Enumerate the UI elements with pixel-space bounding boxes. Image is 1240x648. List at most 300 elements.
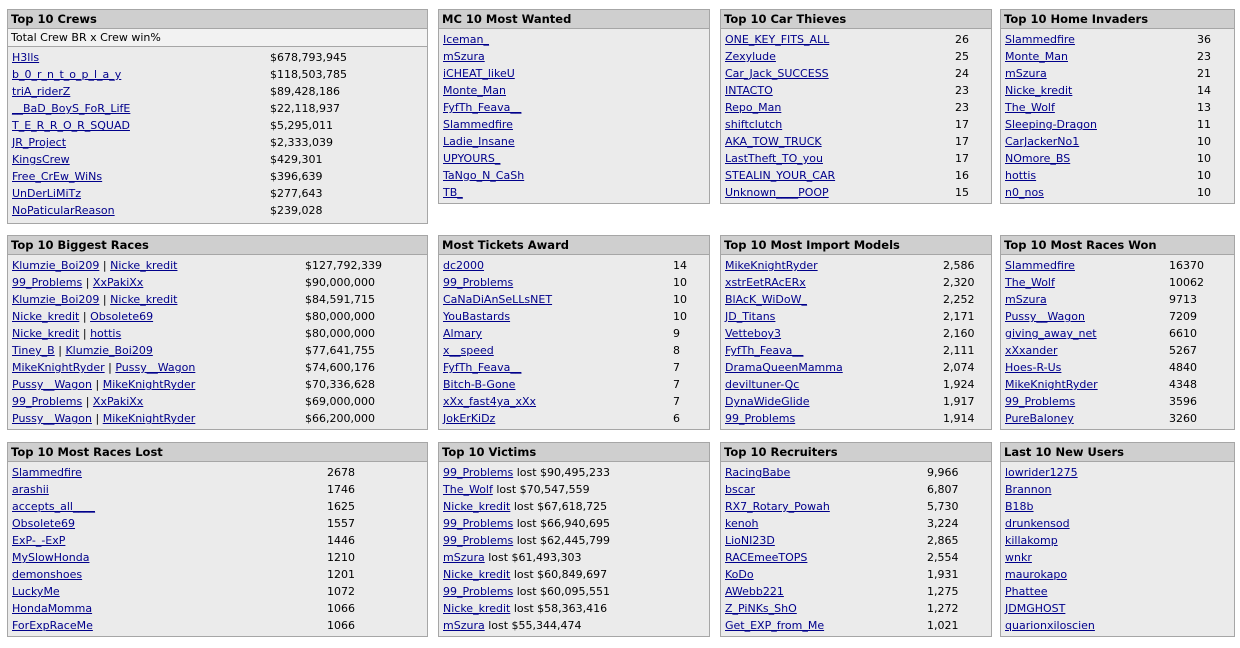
player-link[interactable]: NoPaticularReason — [12, 204, 115, 217]
player-link[interactable]: hottis — [1005, 169, 1037, 182]
player-link[interactable]: shiftclutch — [725, 118, 783, 131]
player-link[interactable]: Slammedfire — [12, 466, 82, 479]
entry-name — [12, 100, 130, 117]
player-link[interactable]: Nicke_kredit — [110, 293, 178, 306]
entry-value: 2,252 — [943, 293, 975, 306]
list-item — [721, 99, 991, 116]
entry-value: 36 — [1197, 33, 1211, 46]
separator: | — [95, 412, 100, 425]
player-link[interactable]: NOmore_BS — [1005, 152, 1071, 165]
player-link[interactable]: demonshoes — [12, 568, 83, 581]
entry-value: 16370 — [1169, 259, 1204, 272]
entry-value: 2,171 — [943, 310, 975, 323]
entry-value: 9 — [673, 327, 680, 340]
player-link[interactable]: The_Wolf — [1005, 101, 1055, 114]
player-link[interactable]: HondaMomma — [12, 602, 93, 615]
car-thieves-panel — [720, 9, 992, 204]
entry-value: 10062 — [1169, 276, 1204, 289]
entry-value: $5,295,011 — [270, 119, 333, 132]
entry-value: 4348 — [1169, 378, 1197, 391]
entry-value: 1,917 — [943, 395, 975, 408]
entry-value: 10 — [673, 293, 687, 306]
entry-name — [443, 549, 582, 566]
player-link[interactable]: x__speed — [443, 344, 494, 357]
entry-name — [1005, 257, 1075, 274]
panel-title: Most Tickets Award — [439, 236, 709, 255]
rows — [439, 29, 709, 201]
player-link[interactable]: RacingBabe — [725, 466, 791, 479]
player-link[interactable]: Sleeping-Dragon — [1005, 118, 1097, 131]
panel-title: Top 10 Victims — [439, 443, 709, 462]
list-item — [721, 481, 991, 498]
player-link[interactable]: The_Wolf — [443, 483, 493, 496]
loss-amount: lost $61,493,303 — [488, 551, 582, 564]
entry-value: 17 — [955, 135, 969, 148]
player-link[interactable]: xstrEetRAcERx — [725, 276, 806, 289]
list-item — [721, 617, 991, 634]
player-link[interactable]: ONE_KEY_FITS_ALL — [725, 33, 830, 46]
entry-value: 2,320 — [943, 276, 975, 289]
player-link[interactable]: giving_away_net — [1005, 327, 1097, 340]
entry-value: 9,966 — [927, 466, 959, 479]
player-link[interactable]: RX7_Rotary_Powah — [725, 500, 830, 513]
list-item — [1001, 99, 1234, 116]
list-item — [439, 481, 709, 498]
player-link[interactable]: MikeKnightRyder — [102, 412, 196, 425]
player-link[interactable]: n0_nos — [1005, 186, 1044, 199]
player-link[interactable]: H3lls — [12, 51, 40, 64]
list-item — [439, 167, 709, 184]
list-item — [439, 184, 709, 201]
player-link[interactable]: RACEmeeTOPS — [725, 551, 808, 564]
list-item — [721, 393, 991, 410]
player-link[interactable]: Unknown____POOP — [725, 186, 829, 199]
player-link[interactable]: mSzura — [443, 50, 485, 63]
rows — [8, 47, 427, 219]
entry-name — [12, 617, 93, 634]
player-link[interactable]: FyfTh_Feava__ — [443, 101, 522, 114]
entry-name — [12, 117, 130, 134]
player-link[interactable]: Repo_Man — [725, 101, 782, 114]
entry-value: $127,792,339 — [305, 259, 382, 272]
player-link[interactable]: ExP-_-ExP — [12, 534, 66, 547]
entry-name — [1005, 376, 1098, 393]
rows — [439, 462, 709, 634]
player-link[interactable]: JR_Project — [12, 136, 67, 149]
rows — [721, 255, 991, 427]
entry-name — [443, 274, 513, 291]
list-item — [439, 99, 709, 116]
player-link[interactable]: Slammedfire — [1005, 259, 1075, 272]
entry-value: 7 — [673, 395, 680, 408]
entry-name — [12, 308, 153, 325]
player-link[interactable]: quarionxiloscien — [1005, 619, 1095, 632]
entry-value: 6610 — [1169, 327, 1197, 340]
entry-value: 7 — [673, 378, 680, 391]
entry-name — [443, 393, 536, 410]
entry-name — [12, 66, 121, 83]
player-link[interactable]: T_E_R_R_O_R_SQUAD — [12, 119, 130, 132]
entry-name — [443, 464, 610, 481]
player-link[interactable]: B18b — [1005, 500, 1034, 513]
entry-value: $429,301 — [270, 153, 323, 166]
player-link[interactable]: Tiney_B — [12, 344, 55, 357]
list-item — [1001, 600, 1234, 617]
player-link[interactable]: triA_riderZ — [12, 85, 71, 98]
player-link[interactable]: INTACTO — [725, 84, 773, 97]
entry-value: 3,224 — [927, 517, 959, 530]
player-link[interactable]: drunkensod — [1005, 517, 1070, 530]
player-link[interactable]: Monte_Man — [443, 84, 506, 97]
player-link[interactable]: b_0_r_n_t_o_p_l_a_y — [12, 68, 122, 81]
entry-name — [12, 376, 195, 393]
entry-name — [725, 376, 799, 393]
player-link[interactable]: Nicke_kredit — [443, 500, 511, 513]
player-link[interactable]: Klumzie_Boi209 — [65, 344, 153, 357]
entry-name — [443, 532, 610, 549]
player-link[interactable]: accepts_all____ — [12, 500, 95, 513]
player-link[interactable]: kenoh — [725, 517, 759, 530]
entry-value: $80,000,000 — [305, 310, 375, 323]
separator: | — [108, 361, 112, 374]
player-link[interactable]: bscar — [725, 483, 756, 496]
list-item — [439, 549, 709, 566]
player-link[interactable]: MikeKnightRyder — [12, 361, 105, 374]
player-link[interactable]: CaNaDiAnSeLLsNET — [443, 293, 553, 306]
loss-amount: lost $60,095,551 — [516, 585, 611, 598]
player-link[interactable]: mSzura — [1005, 293, 1047, 306]
list-item — [1001, 410, 1234, 427]
player-link[interactable]: LastTheft_TO_you — [725, 152, 823, 165]
player-link[interactable]: Nicke_kredit — [443, 602, 511, 615]
list-item — [8, 66, 427, 83]
player-link[interactable]: MikeKnightRyder — [1005, 378, 1098, 391]
list-item — [8, 202, 427, 219]
player-link[interactable]: 99_Problems — [443, 534, 514, 547]
player-link[interactable]: Almary — [443, 327, 483, 340]
list-item — [439, 257, 709, 274]
player-link[interactable]: LioNI23D — [725, 534, 775, 547]
player-link[interactable]: Pussy__Wagon — [115, 361, 196, 374]
entry-value: 21 — [1197, 67, 1211, 80]
player-link[interactable]: PureBaloney — [1005, 412, 1074, 425]
entry-name — [725, 184, 829, 201]
entry-value: 7 — [673, 361, 680, 374]
player-link[interactable]: TB_ — [443, 186, 463, 199]
player-link[interactable]: Nicke_kredit — [12, 310, 80, 323]
player-link[interactable]: Phattee — [1005, 585, 1048, 598]
player-link[interactable]: Klumzie_Boi209 — [12, 259, 100, 272]
list-item — [8, 498, 427, 515]
player-link[interactable]: JDMGHOST — [1005, 602, 1066, 615]
player-link[interactable]: __BaD_BoyS_FoR_LifE — [12, 102, 131, 115]
entry-name — [443, 359, 521, 376]
list-item — [721, 150, 991, 167]
panel-subtitle: Total Crew BR x Crew win% — [8, 29, 427, 47]
player-link[interactable]: XxPakiXx — [92, 276, 144, 289]
entry-name — [12, 359, 195, 376]
entry-value: 5267 — [1169, 344, 1197, 357]
player-link[interactable]: mSzura — [443, 619, 485, 632]
player-link[interactable]: 99_Problems — [443, 466, 514, 479]
player-link[interactable]: Klumzie_Boi209 — [12, 293, 100, 306]
player-link[interactable]: iCHEAT_likeU — [443, 67, 515, 80]
list-item — [1001, 498, 1234, 515]
player-link[interactable]: 99_Problems — [443, 276, 514, 289]
entry-value: 1,931 — [927, 568, 959, 581]
list-item — [8, 308, 427, 325]
entry-name — [725, 566, 754, 583]
player-link[interactable]: The_Wolf — [1005, 276, 1055, 289]
entry-name — [12, 291, 177, 308]
entry-name — [443, 133, 515, 150]
entry-name — [443, 150, 500, 167]
player-link[interactable]: Get_EXP_from_Me — [725, 619, 825, 632]
player-link[interactable]: FyfTh_Feava__ — [725, 344, 804, 357]
rows — [1001, 29, 1234, 201]
entry-name — [725, 549, 807, 566]
player-link[interactable]: mSzura — [1005, 67, 1047, 80]
player-link[interactable]: killakomp — [1005, 534, 1058, 547]
player-link[interactable]: KingsCrew — [12, 153, 70, 166]
player-link[interactable]: FyfTh_Feava__ — [443, 361, 522, 374]
entry-name — [725, 291, 807, 308]
panel-title: Top 10 Most Import Models — [721, 236, 991, 255]
entry-name — [12, 566, 82, 583]
player-link[interactable]: 99_Problems — [12, 276, 83, 289]
player-link[interactable]: UPYOURS_ — [443, 152, 501, 165]
entry-name — [1005, 464, 1078, 481]
entry-value: $89,428,186 — [270, 85, 340, 98]
player-link[interactable]: AKA_TOW_TRUCK — [725, 135, 822, 148]
panel-title: Top 10 Crews — [8, 10, 427, 29]
player-link[interactable]: Pussy__Wagon — [12, 412, 92, 425]
player-link[interactable]: STEALIN_YOUR_CAR — [725, 169, 836, 182]
entry-name — [725, 617, 824, 634]
list-item — [8, 257, 427, 274]
entry-value: 26 — [955, 33, 969, 46]
player-link[interactable]: Car_Jack_SUCCESS — [725, 67, 829, 80]
list-item — [439, 464, 709, 481]
separator: | — [85, 395, 90, 408]
player-link[interactable]: Slammedfire — [1005, 33, 1075, 46]
entry-name — [12, 393, 143, 410]
entry-value: 2,074 — [943, 361, 975, 374]
player-link[interactable]: Ladie_Insane — [443, 135, 515, 148]
entry-name — [443, 31, 489, 48]
player-link[interactable]: JD_Titans — [725, 310, 776, 323]
player-link[interactable]: Zexylude — [725, 50, 776, 63]
player-link[interactable]: wnkr — [1005, 551, 1032, 564]
entry-name — [1005, 566, 1067, 583]
entry-name — [1005, 99, 1055, 116]
entry-name — [12, 202, 115, 219]
player-link[interactable]: Vetteboy3 — [725, 327, 782, 340]
list-item — [8, 185, 427, 202]
entry-name — [725, 515, 758, 532]
player-link[interactable]: 99_Problems — [12, 395, 83, 408]
player-link[interactable]: Pussy__Wagon — [12, 378, 92, 391]
entry-name — [443, 99, 521, 116]
player-link[interactable]: Nicke_kredit — [110, 259, 178, 272]
list-item — [721, 515, 991, 532]
player-link[interactable]: LuckyMe — [12, 585, 60, 598]
entry-value: 1201 — [327, 568, 355, 581]
player-link[interactable]: DynaWideGlide — [725, 395, 810, 408]
list-item — [8, 117, 427, 134]
player-link[interactable]: dc2000 — [443, 259, 485, 272]
list-item — [439, 133, 709, 150]
most-wanted-panel — [438, 9, 710, 204]
player-link[interactable]: 99_Problems — [443, 517, 514, 530]
entry-value: 4840 — [1169, 361, 1197, 374]
list-item — [439, 274, 709, 291]
player-link[interactable]: TaNgo_N_CaSh — [443, 169, 525, 182]
player-link[interactable]: MikeKnightRyder — [102, 378, 196, 391]
list-item — [1001, 308, 1234, 325]
player-link[interactable]: Bitch-B-Gone — [443, 378, 516, 391]
player-link[interactable]: deviltuner-Qc — [725, 378, 800, 391]
player-link[interactable]: maurokapo — [1005, 568, 1068, 581]
list-item — [8, 532, 427, 549]
list-item — [8, 100, 427, 117]
list-item — [439, 393, 709, 410]
entry-name — [725, 583, 784, 600]
list-item — [8, 291, 427, 308]
player-link[interactable]: BlAcK_WiDoW_ — [725, 293, 807, 306]
list-item — [721, 257, 991, 274]
list-item — [721, 274, 991, 291]
player-link[interactable]: MikeKnightRyder — [725, 259, 818, 272]
panel-title: Top 10 Car Thieves — [721, 10, 991, 29]
entry-name — [725, 82, 773, 99]
entry-name — [725, 167, 835, 184]
player-link[interactable]: CarJackerNo1 — [1005, 135, 1080, 148]
player-link[interactable]: 99_Problems — [1005, 395, 1076, 408]
player-link[interactable]: Obsolete69 — [12, 517, 76, 530]
entry-value: 16 — [955, 169, 969, 182]
entry-name — [1005, 617, 1095, 634]
player-link[interactable]: UnDerLiMiTz — [12, 187, 82, 200]
entry-value: 17 — [955, 152, 969, 165]
list-item — [721, 48, 991, 65]
biggest-races-panel — [7, 235, 428, 430]
list-item — [439, 359, 709, 376]
player-link[interactable]: arashii — [12, 483, 49, 496]
player-link[interactable]: MySlowHonda — [12, 551, 90, 564]
player-link[interactable]: XxPakiXx — [92, 395, 144, 408]
entry-value: 1,021 — [927, 619, 959, 632]
player-link[interactable]: KoDo — [725, 568, 754, 581]
entry-name — [1005, 515, 1070, 532]
entry-name — [1005, 150, 1070, 167]
entry-name — [443, 116, 513, 133]
list-item — [1001, 566, 1234, 583]
list-item — [439, 515, 709, 532]
entry-value: 13 — [1197, 101, 1211, 114]
entry-value: 1746 — [327, 483, 355, 496]
entry-value: 3260 — [1169, 412, 1197, 425]
player-link[interactable]: AWebb221 — [725, 585, 784, 598]
entry-name — [1005, 325, 1097, 342]
entry-value: 1446 — [327, 534, 355, 547]
entry-name — [443, 566, 607, 583]
player-link[interactable]: 99_Problems — [443, 585, 514, 598]
entry-value: 6 — [673, 412, 680, 425]
entry-name — [1005, 498, 1034, 515]
entry-name — [443, 342, 494, 359]
player-link[interactable]: Z_PiNKs_ShO — [725, 602, 797, 615]
entry-value: 15 — [955, 186, 969, 199]
list-item — [721, 167, 991, 184]
entry-name — [443, 65, 515, 82]
player-link[interactable]: mSzura — [443, 551, 485, 564]
entry-name — [12, 83, 70, 100]
player-link[interactable]: lowrider1275 — [1005, 466, 1078, 479]
player-link[interactable]: DramaQueenMamma — [725, 361, 843, 374]
entry-value: $66,200,000 — [305, 412, 375, 425]
entry-name — [725, 464, 790, 481]
panel-title: Last 10 New Users — [1001, 443, 1234, 462]
player-link[interactable]: Monte_Man — [1005, 50, 1068, 63]
rows — [1001, 255, 1234, 427]
entry-name — [443, 498, 607, 515]
list-item — [721, 532, 991, 549]
separator: | — [102, 293, 107, 306]
list-item — [8, 134, 427, 151]
player-link[interactable]: Brannon — [1005, 483, 1052, 496]
player-link[interactable]: ForExpRaceMe — [12, 619, 93, 632]
list-item — [8, 359, 427, 376]
list-item — [1001, 291, 1234, 308]
list-item — [439, 410, 709, 427]
entry-name — [725, 481, 755, 498]
player-link[interactable]: 99_Problems — [725, 412, 796, 425]
player-link[interactable]: Free_CrEw_WiNs — [12, 170, 103, 183]
player-link[interactable]: Obsolete69 — [90, 310, 154, 323]
list-item — [721, 376, 991, 393]
entry-value: 1210 — [327, 551, 355, 564]
player-link[interactable]: Nicke_kredit — [12, 327, 80, 340]
player-link[interactable]: xXxander — [1005, 344, 1058, 357]
loss-amount: lost $70,547,559 — [496, 483, 590, 496]
player-link[interactable]: xXx_fast4ya_xXx — [443, 395, 537, 408]
entry-value: 14 — [673, 259, 687, 272]
list-item — [721, 498, 991, 515]
loss-amount: lost $67,618,725 — [513, 500, 608, 513]
list-item — [721, 65, 991, 82]
entry-value: 3596 — [1169, 395, 1197, 408]
entry-name — [1005, 600, 1065, 617]
player-link[interactable]: Nicke_kredit — [443, 568, 511, 581]
player-link[interactable]: YouBastards — [443, 310, 511, 323]
entry-name — [1005, 393, 1075, 410]
entry-name — [725, 65, 829, 82]
player-link[interactable]: Hoes-R-Us — [1005, 361, 1062, 374]
entry-name — [1005, 116, 1097, 133]
entry-value: 5,730 — [927, 500, 959, 513]
list-item — [8, 600, 427, 617]
player-link[interactable]: JokErKiDz — [443, 412, 496, 425]
entry-value: 10 — [673, 310, 687, 323]
player-link[interactable]: hottis — [90, 327, 122, 340]
entry-name — [725, 498, 830, 515]
separator: | — [58, 344, 62, 357]
player-link[interactable]: Nicke_kredit — [1005, 84, 1073, 97]
player-link[interactable]: Slammedfire — [443, 118, 513, 131]
player-link[interactable]: Pussy__Wagon — [1005, 310, 1085, 323]
player-link[interactable]: Iceman_ — [443, 33, 489, 46]
